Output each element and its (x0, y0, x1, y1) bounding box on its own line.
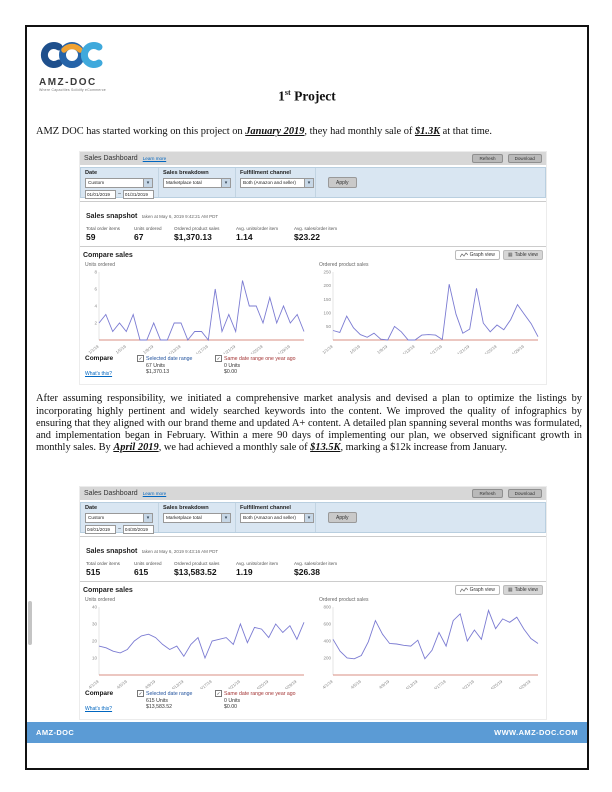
date-range (85, 190, 154, 199)
legend-amount: $0.00 (224, 369, 237, 375)
paragraph-intro: AMZ DOC has started working on this project on January 2019, they had monthly sale of $1.3K at that time. (36, 126, 493, 138)
grid-icon: ▦ (507, 587, 513, 593)
apply-area (316, 503, 545, 532)
compare-label-col (85, 355, 137, 380)
view-toggle (455, 585, 543, 595)
svg-text:200: 200 (323, 655, 331, 661)
channel-select-value: Both (Amazon and seller) (243, 180, 296, 185)
svg-text:1/17/19: 1/17/19 (194, 343, 209, 354)
channel-filter (236, 168, 316, 197)
chevron-down-icon: ▾ (221, 514, 230, 522)
breakdown-filter-label: Sales breakdown (163, 170, 209, 176)
snapshot-title-row (86, 205, 540, 223)
breakdown-select-value: Marketplace total (166, 515, 202, 520)
svg-text:4/21/19: 4/21/19 (460, 678, 476, 689)
table-view-button[interactable]: ▦ Table view (503, 250, 543, 260)
chevron-down-icon: ▾ (143, 514, 152, 522)
date-range (85, 525, 154, 534)
range-dash: – (118, 526, 121, 532)
dashboard-header (80, 487, 546, 500)
svg-text:4: 4 (94, 303, 97, 309)
apply-button[interactable]: Apply (328, 512, 357, 523)
chart-title: Units ordered (85, 597, 116, 603)
svg-text:1/1/19: 1/1/19 (321, 343, 334, 354)
legend-amount: $1,370.13 (146, 369, 170, 375)
graph-view-button[interactable]: Graph view (455, 250, 500, 260)
date-select[interactable] (85, 178, 153, 188)
dashboard-header (80, 152, 546, 165)
legend-units: 0 Units (224, 697, 241, 704)
units-ordered-plot (85, 268, 307, 354)
date-to-input[interactable]: 01/31/2019 (123, 190, 154, 199)
stat-avg-units: Avg. units/order item 1.14 (236, 226, 279, 242)
legend-units: 67 Units (146, 362, 166, 369)
svg-text:1/17/19: 1/17/19 (428, 343, 443, 354)
amz-doc-logo (39, 39, 129, 92)
breakdown-filter (159, 503, 236, 532)
grid-icon: ▦ (507, 252, 513, 258)
compare-label: Compare (85, 355, 114, 362)
svg-text:2: 2 (94, 320, 97, 326)
date-to-input[interactable]: 04/30/2019 (123, 525, 154, 534)
compare-sales-header (80, 585, 546, 595)
stat-avg-sales: Avg. sales/order item $26.38 (294, 561, 338, 577)
compare-label-col (85, 690, 137, 715)
line-chart-icon (460, 252, 468, 258)
legend-units: 0 Units (224, 362, 241, 369)
paragraph-growth: After assuming responsibility, we initiated a comprehensive market analysis and devised a plan to optimize the listings by incorporating highly pertinent and widely searched keywords into the content. We improved the quality of infographics by ensuring that they aligned with our brand theme and updated A+ content. A detailed plan spanning several months was formulated, and implementation began in February. Within a mere 90 days of implementing our plan, we observed significant growth in monthly sales. By April 2019, we had achieved a monthly sale of $13.5K, marking a $12k increase from January. (36, 393, 582, 454)
chevron-down-icon: ▾ (304, 179, 313, 187)
dashboard-january (79, 151, 547, 385)
svg-text:4/17/19: 4/17/19 (432, 678, 447, 689)
legend-label: Selected date range (146, 690, 193, 697)
legend-selected-range (137, 690, 199, 715)
svg-text:4/29/19: 4/29/19 (283, 678, 298, 689)
svg-text:8: 8 (94, 269, 97, 275)
svg-text:4/9/19: 4/9/19 (377, 678, 391, 689)
snapshot-stats (86, 561, 540, 577)
logo-brand-text: AMZ-DOC (39, 77, 97, 88)
svg-text:20: 20 (91, 638, 97, 644)
stat-units-ordered: Units ordered 615 (134, 561, 162, 577)
channel-select-value: Both (Amazon and seller) (243, 515, 296, 520)
channel-filter-label: Fulfillment channel (240, 170, 291, 176)
footer-brand: AMZ-DOC (36, 728, 75, 737)
logo-tagline: Where Capacities Solidify eCommerce (39, 88, 106, 92)
svg-text:4/1/19: 4/1/19 (321, 678, 334, 689)
dashboard-april (79, 486, 547, 720)
breakdown-filter (159, 168, 236, 197)
date-from-input[interactable]: 04/01/2019 (85, 525, 116, 534)
stat-ordered-product-sales: Ordered product sales $1,370.13 (174, 226, 220, 242)
svg-text:6: 6 (94, 286, 97, 292)
compare-sales-charts (80, 597, 546, 689)
ordered-product-sales-plot (319, 268, 541, 354)
svg-text:1/13/19: 1/13/19 (401, 343, 416, 354)
checkbox-selected-range[interactable]: ✓ (138, 691, 143, 696)
svg-text:1/5/19: 1/5/19 (114, 343, 127, 354)
units-ordered-chart (85, 262, 307, 354)
snapshot-timestamp: taken at May 6, 2019 9:43:16 AM PDT (141, 549, 219, 554)
sales-dashboard-screenshot (79, 151, 547, 385)
svg-text:1/29/19: 1/29/19 (510, 343, 525, 354)
stat-total-order-items: Total order items 515 (86, 561, 120, 577)
svg-text:4/13/19: 4/13/19 (404, 678, 419, 689)
svg-text:50: 50 (325, 324, 331, 329)
checkbox-year-ago[interactable]: ✓ (216, 356, 221, 361)
apply-area (316, 168, 545, 197)
snapshot-title-row (86, 540, 540, 558)
filter-bar (80, 502, 546, 533)
svg-text:100: 100 (323, 310, 331, 316)
footer-website: WWW.AMZ-DOC.COM (494, 728, 578, 737)
stat-ordered-product-sales: Ordered product sales $13,583.52 (174, 561, 220, 577)
legend-label: Same date range one year ago (224, 355, 296, 362)
svg-text:400: 400 (323, 638, 331, 644)
svg-text:150: 150 (323, 296, 331, 302)
stat-avg-units: Avg. units/order item 1.19 (236, 561, 279, 577)
range-dash: – (118, 191, 121, 197)
refresh-button[interactable]: Refresh (472, 489, 502, 498)
channel-filter-label: Fulfillment channel (240, 505, 291, 511)
chevron-down-icon: ▾ (304, 514, 313, 522)
stat-units-ordered: Units ordered 67 (134, 226, 162, 242)
svg-text:1/25/19: 1/25/19 (483, 343, 498, 354)
svg-text:4/25/19: 4/25/19 (255, 678, 270, 689)
date-select-value: Custom (88, 180, 105, 185)
view-toggle (455, 250, 543, 260)
legend-year-ago (215, 355, 296, 380)
svg-text:1/21/19: 1/21/19 (456, 343, 471, 354)
sales-dashboard-screenshot (79, 486, 547, 720)
sales-snapshot-section (80, 536, 546, 582)
compare-sales-title: Compare sales (83, 251, 133, 259)
svg-text:30: 30 (91, 621, 97, 627)
svg-text:1/9/19: 1/9/19 (376, 343, 389, 354)
chart-title: Ordered product sales (319, 597, 369, 603)
svg-text:1/5/19: 1/5/19 (348, 343, 361, 354)
ordered-product-sales-chart (319, 262, 541, 354)
svg-text:10: 10 (91, 655, 97, 661)
svg-text:200: 200 (323, 283, 331, 289)
svg-text:1/13/19: 1/13/19 (167, 343, 182, 354)
channel-filter (236, 503, 316, 532)
chart-title: Ordered product sales (319, 262, 369, 268)
compare-legend (80, 690, 546, 719)
legend-year-ago (215, 690, 296, 715)
footer-bar (27, 722, 587, 743)
chevron-down-icon: ▾ (143, 179, 152, 187)
date-filter-label: Date (85, 170, 98, 176)
date-filter-label: Date (85, 505, 98, 511)
chevron-down-icon: ▾ (221, 179, 230, 187)
date-select-value: Custom (88, 515, 105, 520)
compare-legend (80, 355, 546, 384)
page-title: 1st Project (278, 88, 336, 104)
svg-text:1/1/19: 1/1/19 (87, 343, 100, 354)
ordered-product-sales-plot (319, 603, 541, 689)
download-button[interactable]: Download (508, 154, 542, 163)
checkbox-selected-range[interactable]: ✓ (138, 356, 143, 361)
svg-text:4/13/19: 4/13/19 (170, 678, 185, 689)
svg-text:1/9/19: 1/9/19 (142, 343, 155, 354)
channel-select[interactable] (240, 513, 314, 523)
svg-text:4/21/19: 4/21/19 (226, 678, 242, 689)
legend-amount: $0.00 (224, 704, 237, 710)
snapshot-title: Sales snapshot (86, 548, 138, 555)
breakdown-filter-label: Sales breakdown (163, 505, 209, 511)
breakdown-select-value: Marketplace total (166, 180, 202, 185)
date-select[interactable] (85, 513, 153, 523)
dashboard-title: Sales Dashboard (84, 490, 138, 497)
learn-more-link[interactable]: Learn more (142, 491, 167, 496)
date-filter (81, 168, 159, 197)
svg-text:4/5/19: 4/5/19 (349, 678, 362, 689)
snapshot-title: Sales snapshot (86, 213, 138, 220)
svg-text:4/9/19: 4/9/19 (143, 678, 157, 689)
legend-selected-range (137, 355, 199, 380)
apply-button[interactable]: Apply (328, 177, 357, 188)
line-chart-icon (460, 587, 468, 593)
scrollbar-artifact[interactable] (28, 601, 32, 645)
breakdown-select[interactable] (163, 513, 231, 523)
svg-text:4/1/19: 4/1/19 (87, 678, 100, 689)
svg-text:4/17/19: 4/17/19 (198, 678, 213, 689)
download-button[interactable]: Download (508, 489, 542, 498)
graph-view-button[interactable]: Graph view (455, 585, 500, 595)
compare-label: Compare (85, 690, 114, 697)
whats-this-link[interactable]: What's this? (85, 706, 113, 712)
snapshot-stats (86, 226, 540, 242)
whats-this-link[interactable]: What's this? (85, 371, 113, 377)
dashboard-title: Sales Dashboard (84, 155, 138, 162)
ordered-product-sales-chart (319, 597, 541, 689)
compare-sales-header (80, 250, 546, 260)
snapshot-timestamp: taken at May 6, 2019 9:42:21 AM PDT (141, 214, 219, 219)
breakdown-select[interactable] (163, 178, 231, 188)
svg-text:4/5/19: 4/5/19 (115, 678, 128, 689)
units-ordered-chart (85, 597, 307, 689)
channel-select[interactable] (240, 178, 314, 188)
refresh-button[interactable]: Refresh (472, 154, 502, 163)
amz-doc-logo-icon (39, 39, 105, 71)
svg-text:40: 40 (91, 604, 97, 610)
chart-title: Units ordered (85, 262, 116, 268)
svg-text:1/21/19: 1/21/19 (222, 343, 237, 354)
legend-label: Same date range one year ago (224, 690, 296, 697)
legend-label: Selected date range (146, 355, 193, 362)
legend-units: 615 Units (146, 697, 168, 704)
filter-bar (80, 167, 546, 198)
legend-amount: $13,583.52 (146, 704, 172, 710)
svg-text:1/29/19: 1/29/19 (276, 343, 291, 354)
svg-text:250: 250 (323, 269, 331, 275)
svg-text:800: 800 (323, 604, 331, 610)
learn-more-link[interactable]: Learn more (142, 156, 167, 161)
units-ordered-plot (85, 603, 307, 689)
compare-sales-charts (80, 262, 546, 354)
svg-text:4/25/19: 4/25/19 (489, 678, 504, 689)
stat-total-order-items: Total order items 59 (86, 226, 120, 242)
stat-avg-sales: Avg. sales/order item $23.22 (294, 226, 338, 242)
compare-sales-title: Compare sales (83, 586, 133, 594)
checkbox-year-ago[interactable]: ✓ (216, 691, 221, 696)
svg-text:1/25/19: 1/25/19 (249, 343, 264, 354)
table-view-button[interactable]: ▦ Table view (503, 585, 543, 595)
date-from-input[interactable]: 01/01/2019 (85, 190, 116, 199)
date-filter (81, 503, 159, 532)
sales-snapshot-section (80, 201, 546, 247)
svg-text:600: 600 (323, 621, 331, 627)
page-border-frame (25, 25, 589, 770)
svg-text:4/29/19: 4/29/19 (517, 678, 532, 689)
